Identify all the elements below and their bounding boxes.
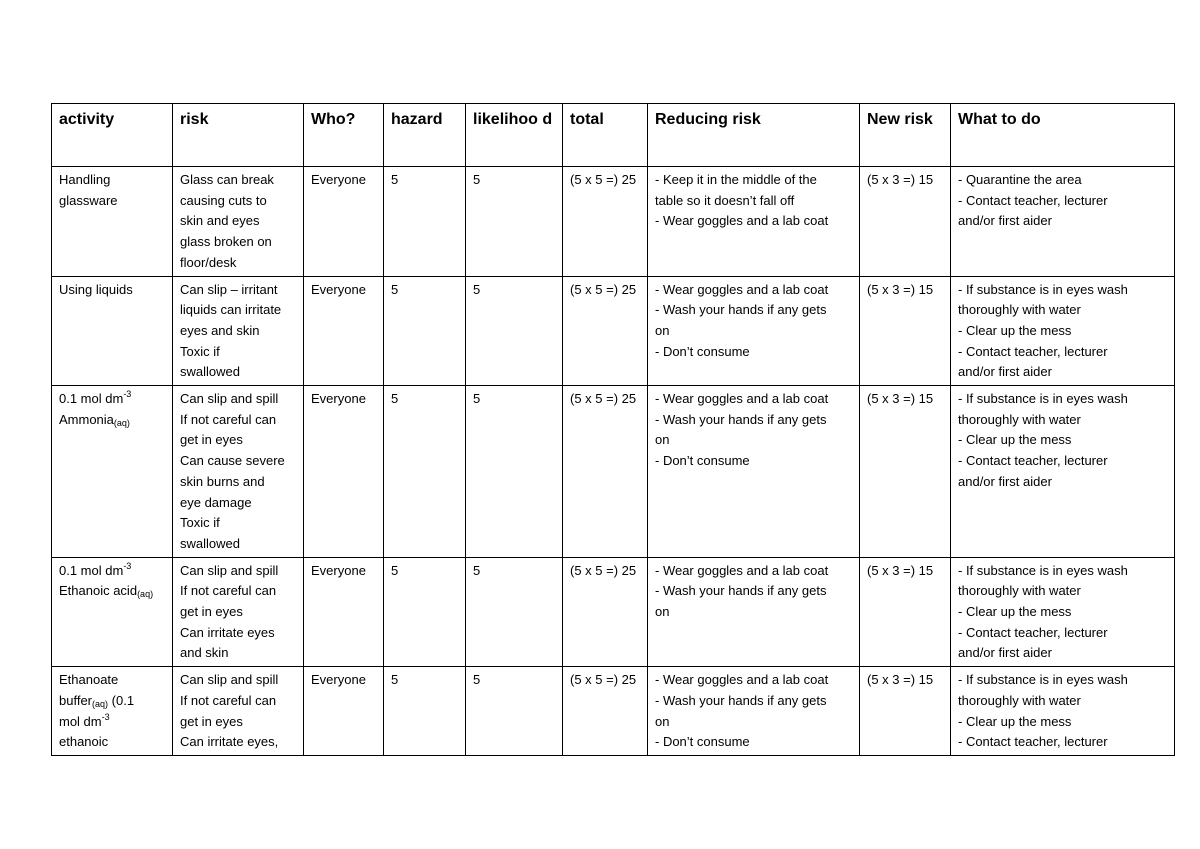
cell-line — [59, 389, 166, 410]
hazard-cell: 5 — [384, 557, 466, 667]
cell-line: thoroughly with water — [958, 583, 1081, 599]
cell-line: - Clear up the mess — [958, 432, 1072, 448]
reducing-risk-cell — [648, 667, 860, 756]
cell-line: and/or first aider — [958, 364, 1052, 380]
substance-text: Ammonia — [59, 411, 114, 427]
header-new-risk: New risk — [860, 104, 951, 167]
cell-line: get in eyes — [180, 604, 243, 620]
cell-line — [59, 691, 166, 712]
cell-line: - Don’t consume — [655, 453, 750, 469]
what-to-do-cell — [951, 167, 1175, 277]
table-row — [52, 557, 1175, 667]
cell-line: - Wash your hands if any gets — [655, 302, 827, 318]
new-risk-cell: (5 x 3 =) 15 — [860, 167, 951, 277]
reducing-risk-cell — [648, 386, 860, 558]
who-cell: Everyone — [304, 557, 384, 667]
cell-line: Toxic if — [180, 515, 220, 531]
cell-line: table so it doesn’t fall off — [655, 192, 795, 208]
total-cell: (5 x 5 =) 25 — [563, 557, 648, 667]
cell-line: Can cause severe — [180, 453, 285, 469]
subscript: (aq) — [137, 589, 154, 600]
what-to-do-cell — [951, 667, 1175, 756]
cell-line: and/or first aider — [958, 645, 1052, 661]
cell-line: swallowed — [180, 364, 240, 380]
likelihood-cell: 5 — [466, 276, 563, 386]
cell-line: - Clear up the mess — [958, 322, 1072, 338]
substance-text: buffer — [59, 692, 93, 708]
risk-cell — [173, 276, 304, 386]
cell-line: - Wash your hands if any gets — [655, 583, 827, 599]
activity-cell — [52, 386, 173, 558]
hazard-cell: 5 — [384, 276, 466, 386]
cell-line: - Wear goggles and a lab coat — [655, 391, 829, 407]
new-risk-cell: (5 x 3 =) 15 — [860, 386, 951, 558]
table-row — [52, 386, 1175, 558]
risk-cell — [173, 667, 304, 756]
cell-line: - If substance is in eyes wash — [958, 672, 1128, 688]
cell-line: eye damage — [180, 494, 252, 510]
cell-line: liquids can irritate — [180, 302, 282, 318]
cell-line: Toxic if — [180, 343, 220, 359]
subscript: (aq) — [92, 698, 109, 709]
cell-line: swallowed — [180, 535, 240, 551]
new-risk-cell: (5 x 3 =) 15 — [860, 667, 951, 756]
superscript: -3 — [123, 389, 132, 400]
cell-line: - Wear goggles and a lab coat — [655, 281, 829, 297]
cell-line — [59, 410, 166, 431]
header-what-to-do: What to do — [951, 104, 1175, 167]
total-cell: (5 x 5 =) 25 — [563, 167, 648, 277]
likelihood-cell: 5 — [466, 557, 563, 667]
cell-line: Can slip and spill — [180, 672, 279, 688]
reducing-risk-cell — [648, 276, 860, 386]
cell-line: thoroughly with water — [958, 302, 1081, 318]
what-to-do-cell — [951, 557, 1175, 667]
cell-line: - Contact teacher, lecturer — [958, 453, 1108, 469]
cell-line: and/or first aider — [958, 213, 1052, 229]
likelihood-cell: 5 — [466, 667, 563, 756]
superscript: -3 — [101, 711, 110, 722]
cell-line: - Keep it in the middle of the — [655, 172, 817, 187]
cell-line: - If substance is in eyes wash — [958, 391, 1128, 407]
cell-line: If not careful can — [180, 692, 277, 708]
risk-cell — [173, 167, 304, 277]
reducing-risk-cell — [648, 557, 860, 667]
substance-text: Ethanoic acid — [59, 583, 138, 599]
cell-line: Using liquids — [59, 281, 133, 297]
what-to-do-cell — [951, 386, 1175, 558]
cell-line: eyes and skin — [180, 322, 260, 338]
cell-line: - Contact teacher, lecturer — [958, 624, 1108, 640]
cell-line: - Wear goggles and a lab coat — [655, 213, 829, 229]
header-row — [52, 104, 1175, 167]
header-total: total — [563, 104, 648, 167]
hazard-cell: 5 — [384, 386, 466, 558]
new-risk-cell: (5 x 3 =) 15 — [860, 276, 951, 386]
cell-line: skin and eyes — [180, 213, 260, 229]
cell-line: get in eyes — [180, 432, 243, 448]
reducing-risk-cell — [648, 167, 860, 277]
cell-line: - Wash your hands if any gets — [655, 411, 827, 427]
subscript: (aq) — [113, 417, 130, 428]
cell-line: glass broken on — [180, 234, 272, 250]
risk-cell — [173, 386, 304, 558]
concentration-text: 0.1 mol dm — [59, 391, 124, 407]
total-cell: (5 x 5 =) 25 — [563, 386, 648, 558]
who-cell: Everyone — [304, 167, 384, 277]
cell-line: on — [655, 322, 670, 338]
header-reducing-risk: Reducing risk — [648, 104, 860, 167]
risk-cell — [173, 557, 304, 667]
cell-line: thoroughly with water — [958, 411, 1081, 427]
cell-line: - If substance is in eyes wash — [958, 562, 1128, 578]
cell-line: - Clear up the mess — [958, 713, 1072, 729]
cell-line: Ethanoate — [59, 672, 119, 688]
cell-line: glassware — [59, 192, 118, 208]
cell-line — [59, 581, 166, 602]
cell-line — [59, 712, 166, 733]
cell-line: Glass can break — [180, 172, 274, 187]
cell-line: thoroughly with water — [958, 692, 1081, 708]
cell-line: - Wash your hands if any gets — [655, 692, 827, 708]
cell-line: on — [655, 604, 670, 620]
total-cell: (5 x 5 =) 25 — [563, 276, 648, 386]
header-likelihood: likelihoo d — [466, 104, 563, 167]
activity-cell — [52, 167, 173, 277]
total-cell: (5 x 5 =) 25 — [563, 667, 648, 756]
who-cell: Everyone — [304, 276, 384, 386]
new-risk-cell: (5 x 3 =) 15 — [860, 557, 951, 667]
concentration-text: 0.1 mol dm — [59, 562, 124, 578]
table-row — [52, 167, 1175, 277]
cell-line: on — [655, 432, 670, 448]
risk-assessment-table — [51, 103, 1175, 756]
cell-line: - Wear goggles and a lab coat — [655, 562, 829, 578]
header-activity: activity — [52, 104, 173, 167]
hazard-cell: 5 — [384, 667, 466, 756]
header-who: Who? — [304, 104, 384, 167]
cell-line: - Quarantine the area — [958, 172, 1082, 187]
cell-line: - Don’t consume — [655, 343, 750, 359]
activity-cell — [52, 667, 173, 756]
concentration-text: (0.1 — [108, 692, 135, 708]
cell-line: - Don’t consume — [655, 734, 750, 750]
table-row — [52, 276, 1175, 386]
cell-line: and/or first aider — [958, 473, 1052, 489]
cell-line: - If substance is in eyes wash — [958, 281, 1128, 297]
who-cell: Everyone — [304, 386, 384, 558]
cell-line: - Contact teacher, lecturer — [958, 192, 1108, 208]
cell-line: Can slip – irritant — [180, 281, 278, 297]
cell-line: If not careful can — [180, 583, 277, 599]
cell-line: - Wear goggles and a lab coat — [655, 672, 829, 688]
cell-line: - Clear up the mess — [958, 604, 1072, 620]
likelihood-cell: 5 — [466, 167, 563, 277]
cell-line: Can slip and spill — [180, 391, 279, 407]
cell-line: Can slip and spill — [180, 562, 279, 578]
activity-cell — [52, 276, 173, 386]
cell-line: floor/desk — [180, 254, 237, 270]
cell-line: ethanoic — [59, 734, 109, 750]
cell-line: get in eyes — [180, 713, 243, 729]
cell-line — [59, 561, 166, 582]
cell-line: causing cuts to — [180, 192, 267, 208]
hazard-cell: 5 — [384, 167, 466, 277]
cell-line: on — [655, 713, 670, 729]
likelihood-cell: 5 — [466, 386, 563, 558]
cell-line: If not careful can — [180, 411, 277, 427]
cell-line: and skin — [180, 645, 229, 661]
cell-line: Can irritate eyes — [180, 624, 275, 640]
cell-line: - Contact teacher, lecturer — [958, 734, 1108, 750]
header-hazard: hazard — [384, 104, 466, 167]
cell-line: Handling — [59, 172, 111, 187]
unit-text: mol dm — [59, 713, 102, 729]
cell-line: - Contact teacher, lecturer — [958, 343, 1108, 359]
cell-line: Can irritate eyes, — [180, 734, 279, 750]
cell-line: skin burns and — [180, 473, 265, 489]
header-risk: risk — [173, 104, 304, 167]
what-to-do-cell — [951, 276, 1175, 386]
activity-cell — [52, 557, 173, 667]
who-cell: Everyone — [304, 667, 384, 756]
table-row — [52, 667, 1175, 756]
superscript: -3 — [123, 560, 132, 571]
